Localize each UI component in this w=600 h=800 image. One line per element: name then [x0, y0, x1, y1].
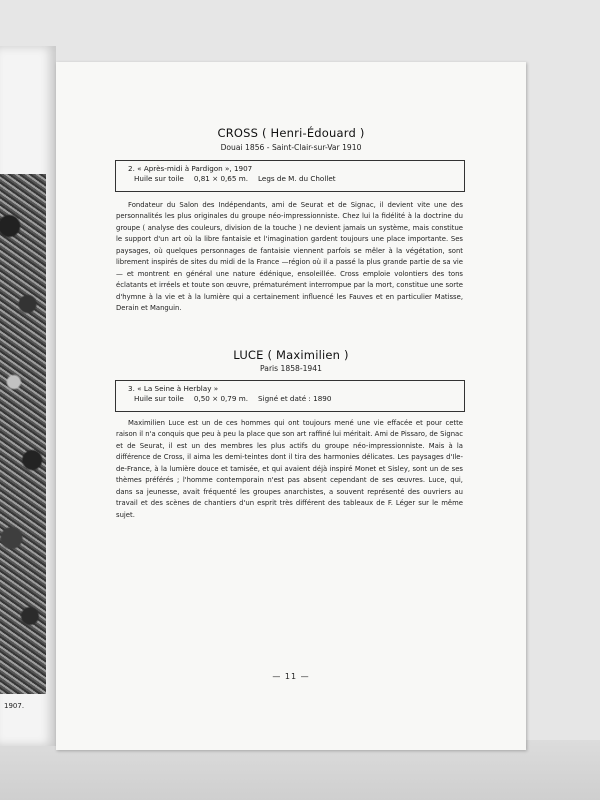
painting-reproduction — [0, 174, 46, 694]
right-page — [56, 62, 526, 750]
artist-dates: Douai 1856 - Saint-Clair-sur-Var 1910 — [220, 143, 362, 152]
catalogue-entry — [115, 380, 465, 412]
entry-details — [116, 394, 464, 404]
artist-heading: LUCE ( Maximilien ) — [233, 348, 349, 362]
entry-dimensions: 0,50 × 0,79 m. — [193, 394, 249, 403]
entry-note: Legs de M. du Chollet — [258, 174, 336, 183]
entry-medium: Huile sur toile — [134, 394, 184, 403]
entry-dimensions: 0,81 × 0,65 m. — [193, 174, 249, 183]
left-page — [0, 46, 56, 746]
entry-medium: Huile sur toile — [134, 174, 184, 183]
artist-biography: Maximilien Luce est un de ces hommes qui ont toujours mené une vie effacée et pour cette raison il n'a conquis que peu à peu la place que son art raffiné lui méritait. Ami de Pissaro, de Signac et de Seurat, il est un des membres les plus actifs du groupe néo-impressionniste. Mais à la différence de Cross, il aima les demi-teintes dont il tira des harmonies délicates. Les paysages d'Ile-de-France, à la lumière douce et tamisée, et qui avaient déjà inspiré Monet et Sisley, sont un de ses thèmes préférés ; l'homme contemporain n'est pas absent cependant de ses œuvres. Luce, qui, dans sa jeunesse, avait fréquenté les groupes anarchistes, a souvent représenté des ouvriers au travail et des scènes de chantiers d'un esprit très différent des tableaux de F. Léger sur le même sujet. — [116, 419, 463, 519]
page-number: — 11 — — [272, 672, 310, 681]
plate-caption: 1907. — [4, 702, 25, 710]
entry-details — [116, 174, 464, 184]
artist-biography: Fondateur du Salon des Indépendants, ami de Seurat et de Signac, il devient vite une des personnalités les plus originales du groupe néo-impressionniste. Chez lui la fidélité à la doctrine du groupe ( analyse des couleurs, division de la touche ) ne devient jamais un système, mais constitue le support d'un art où la libre fantaisie et l'imagination gardent toujours une place importante. Ses paysages, où quelques personnages de fantaisie viennent parfois se mêler à la végétation, sont librement inspirés de sites du midi de la France —région où il a passé la plus grande partie de sa vie— et montrent en général une nature édénique, ensoleillée. Cross emploie volontiers des tons éclatants et irréels et toute son œuvre, prématurément interrompue par la mort, constitue une sorte d'hymne à la vie et à la lumière qui a certainement influencé les Fauves et en particulier Matisse, Derain et Manguin. — [116, 201, 463, 313]
artist-dates: Paris 1858-1941 — [260, 364, 322, 373]
artist-heading: CROSS ( Henri-Édouard ) — [217, 126, 365, 140]
entry-title: 3. « La Seine à Herblay » — [128, 384, 219, 393]
catalogue-entry — [115, 160, 465, 192]
entry-title: 2. « Après-midi à Pardigon », 1907 — [128, 164, 253, 173]
entry-note: Signé et daté : 1890 — [258, 394, 332, 403]
